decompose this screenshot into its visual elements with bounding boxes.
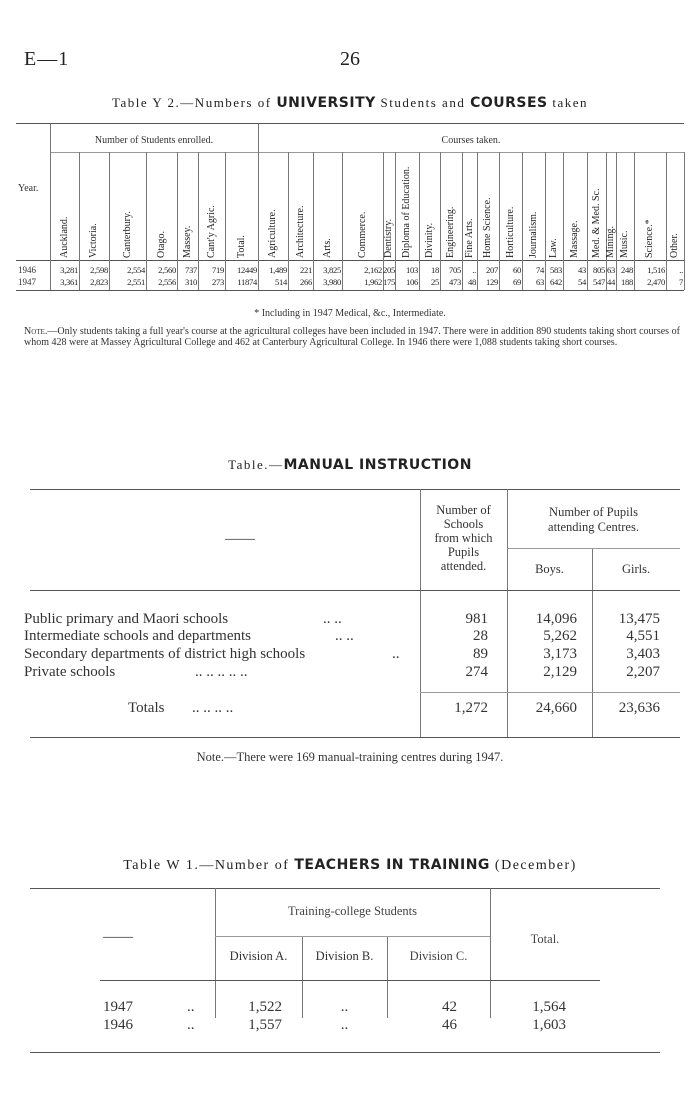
caption-prefix: Table Y 2.—Numbers of	[111, 95, 272, 110]
table-y2-cell: 129	[486, 277, 498, 287]
table-y2-cell: 2,560	[158, 265, 176, 275]
manual-row-boys: 2,129	[543, 664, 577, 680]
table-y2-cell: 2,162	[364, 265, 382, 275]
table-y2-cell: 44	[607, 277, 615, 287]
table-y2-cell: 547	[593, 277, 605, 287]
division-c-header: Division C.	[409, 949, 468, 963]
enrolled-group-header: Number of Students enrolled.	[94, 135, 214, 146]
table-y2-cell: 3,825	[323, 265, 341, 275]
w1-row-year: 1946	[103, 1017, 133, 1033]
manual-totals-boys: 24,660	[535, 700, 577, 716]
manual-row-girls: 4,551	[626, 628, 660, 644]
table-y2-column-header: Massage.	[569, 220, 580, 258]
caption-bold-university: UNIVERSITY	[276, 95, 376, 111]
schools-header-line: Pupils	[447, 545, 480, 559]
manual-row-schools: 28	[473, 628, 488, 644]
manual-row-leader: .. ..	[335, 628, 354, 644]
table-y2-cell: 7	[679, 277, 683, 287]
table-y2-column-header: Architecture.	[294, 205, 306, 258]
w1-row-division-a: 1,522	[248, 999, 282, 1015]
table-y2-cell: 473	[449, 277, 461, 287]
table-y2-cell: 705	[449, 265, 461, 275]
manual-totals-label: Totals	[128, 700, 165, 716]
table-y2-column-header: Agriculture.	[267, 209, 278, 258]
table-y2-column-header: Victoria.	[88, 223, 99, 258]
w1-row-total: 1,564	[532, 999, 566, 1015]
year-column-header: Year.	[18, 183, 39, 194]
table-y2-column-header: Total.	[235, 235, 247, 258]
table-y2-column-header: Music.	[619, 230, 630, 258]
manual-row-girls: 3,403	[626, 646, 660, 662]
manual-row-boys: 5,262	[543, 628, 577, 644]
manual-note: Note.—There were 169 manual-training centres during 1947.	[196, 750, 504, 764]
division-b-header: Division B.	[315, 949, 374, 963]
table-y2-cell: 514	[275, 277, 287, 287]
manual-totals-leader: .. .. .. ..	[192, 700, 234, 716]
table-y2-cell: 2,551	[127, 277, 145, 287]
table-y2-cell: 48	[468, 277, 476, 287]
manual-row-label: Secondary departments of district high schools	[24, 646, 306, 662]
table-y2-cell: ..	[472, 265, 476, 275]
manual-row-label: Intermediate schools and departments	[24, 628, 252, 644]
table-y2-cell: 106	[406, 277, 418, 287]
table-y2-column-header: Auckland.	[58, 216, 70, 258]
table-y2-column-header: Dentistry.	[383, 218, 394, 258]
table-y2-cell: 248	[621, 265, 633, 275]
caption-suffix: (December)	[494, 858, 577, 873]
caption-prefix: Table W 1.—Number of	[123, 858, 290, 873]
schools-column-header	[420, 503, 507, 573]
table-y2-cell: 11874	[237, 277, 257, 287]
table-y2-cell: 74	[536, 265, 544, 275]
table-y2-column-header: Science.*	[644, 219, 655, 258]
caption-bold-teachers: TEACHERS IN TRAINING	[294, 857, 490, 873]
note-label: Note.	[24, 326, 48, 337]
table-y2-cell: 737	[185, 265, 197, 275]
table-y2-column-header: Diploma of Education.	[401, 166, 412, 258]
w1-row-total: 1,603	[532, 1017, 566, 1033]
boys-column-header: Boys.	[535, 562, 564, 576]
table-y2-cell: 63	[607, 265, 615, 275]
table-y2-cell: 2,554	[127, 265, 145, 275]
table-y2-cell: 1,962	[364, 277, 382, 287]
w1-stub-dash: ——	[103, 929, 133, 945]
w1-row-division-b: ..	[340, 999, 349, 1015]
table-y2-column-header: Home Science.	[482, 197, 493, 258]
table-y2-cell: 2,823	[90, 277, 108, 287]
manual-row-leader: ..	[392, 646, 400, 662]
manual-row-label: Public primary and Maori schools	[24, 611, 229, 627]
table-y2-top-rule	[16, 123, 684, 124]
w1-row-division-c: 46	[442, 1017, 457, 1033]
table-y2-column-header: Arts.	[321, 238, 333, 258]
schools-header-line: attended.	[440, 559, 487, 573]
manual-totals-rule	[420, 692, 680, 693]
caption-mid: Students and	[380, 95, 466, 110]
pupils-group-header	[507, 505, 680, 535]
w1-group-rule	[215, 936, 490, 937]
table-y2-cell: 43	[578, 265, 586, 275]
table-y2-caption	[0, 95, 700, 111]
table-y2-cell: 103	[406, 265, 418, 275]
manual-row-boys: 3,173	[543, 646, 577, 662]
table-y2-cell: 12449	[237, 265, 257, 275]
schools-header-line: from which	[434, 531, 493, 545]
table-y2-column-header: Engineering.	[445, 206, 456, 258]
manual-stub-dash: ——	[225, 531, 255, 547]
manual-bottom-rule	[30, 737, 680, 738]
table-y2-column-header: Horticulture.	[504, 206, 516, 258]
table-y2-cell: 221	[300, 265, 312, 275]
manual-row-schools: 274	[465, 664, 488, 680]
manual-top-rule	[30, 489, 680, 490]
table-y2-cell: 3,281	[60, 265, 78, 275]
schools-header-line: Schools	[443, 517, 484, 531]
table-y2-note	[24, 326, 682, 348]
table-y2-column-header: Med. & Med. Sc.	[590, 188, 602, 258]
courses-group-header: Courses taken.	[441, 135, 501, 146]
manual-totals-schools: 1,272	[454, 700, 488, 716]
table-y2-cell: 60	[513, 265, 521, 275]
table-y2-column-header: Massey.	[181, 225, 193, 258]
table-y2-cell: 1,489	[269, 265, 287, 275]
manual-row-schools: 981	[465, 611, 488, 627]
page-reference: E—1	[24, 48, 70, 70]
caption-bold-manual: MANUAL INSTRUCTION	[283, 457, 472, 473]
table-y2-cell: 18	[431, 265, 439, 275]
table-y2-column-header: Journalism.	[527, 211, 539, 258]
table-y2-cell: 3,980	[323, 277, 341, 287]
table-y2-cell: 54	[578, 277, 586, 287]
manual-header-rule	[30, 590, 680, 591]
courses-group-rule	[258, 152, 684, 153]
table-y2-cell: 719	[212, 265, 224, 275]
table-y2-cell: 175	[383, 277, 395, 287]
note-text: —Only students taking a full year's course at the agricultural colleges have been included in 1947. There were in addition 890 students taking short courses of whom 428 were at Massey Agricultural College and 462 at Canterbury Agricultural College. In 1946 there were 1,088 students taking short courses.	[24, 326, 680, 348]
table-y2-cell: 310	[185, 277, 197, 287]
table-y2-bottom-rule	[16, 290, 684, 291]
table-y2-cell: 188	[621, 277, 633, 287]
manual-row-label: Private schools	[24, 664, 116, 680]
table-y2-cell: 273	[212, 277, 224, 287]
table-y2-row-year: 1947	[18, 277, 36, 287]
manual-row-leader: .. ..	[323, 611, 342, 627]
manual-row-leader: .. .. .. .. ..	[195, 664, 248, 680]
table-y2-column-header: Cant'y Agric.	[205, 205, 217, 258]
table-y2-cell: 266	[300, 277, 312, 287]
table-y2-cell: 583	[550, 265, 562, 275]
table-y2-column-rule	[684, 152, 685, 290]
table-w1-bottom-rule	[30, 1052, 660, 1053]
table-y2-column-header: Otago.	[155, 231, 167, 258]
table-w1-header-rule	[100, 980, 600, 981]
manual-pupils-group-rule	[507, 548, 680, 549]
table-y2-column-header: Commerce.	[356, 211, 368, 258]
manual-instruction-caption	[0, 457, 700, 473]
table-y2-column-header: Fine Arts.	[463, 218, 475, 258]
table-y2-cell: 207	[486, 265, 498, 275]
schools-header-line: Number of	[436, 503, 491, 517]
table-y2-cell: 1,516	[647, 265, 665, 275]
w1-row-leader: ..	[187, 999, 195, 1015]
table-y2-column-header: Law.	[548, 238, 559, 258]
table-y2-column-header: Canterbury.	[121, 211, 133, 258]
table-y2-cell: 63	[536, 277, 544, 287]
manual-row-girls: 13,475	[618, 611, 660, 627]
table-y2-column-header: Mining.	[605, 226, 616, 258]
w1-row-division-c: 42	[442, 999, 457, 1015]
caption-suffix: taken	[552, 95, 589, 110]
manual-row-boys: 14,096	[535, 611, 577, 627]
pupils-header-line: attending Centres.	[548, 520, 639, 534]
table-y2-cell: 69	[513, 277, 521, 287]
manual-totals-girls: 23,636	[618, 700, 660, 716]
table-y2-cell: 805	[593, 265, 605, 275]
table-y2-cell: 642	[550, 277, 562, 287]
girls-column-header: Girls.	[621, 562, 651, 576]
table-y2-footnote: * Including in 1947 Medical, &c., Intermediate.	[254, 308, 446, 319]
table-y2-cell: 3,361	[60, 277, 78, 287]
manual-row-girls: 2,207	[626, 664, 660, 680]
table-y2-row-year: 1946	[18, 265, 36, 275]
division-a-header: Division A.	[229, 949, 288, 963]
table-y2-cell: ..	[679, 265, 683, 275]
table-w1-caption	[0, 857, 700, 874]
caption-prefix: Table.—	[228, 457, 284, 472]
caption-bold-courses: COURSES	[470, 95, 548, 111]
w1-group-header: Training-college Students	[287, 904, 418, 918]
enrolled-group-rule	[50, 152, 258, 153]
w1-row-division-a: 1,557	[248, 1017, 282, 1033]
page-number: 26	[340, 48, 360, 70]
manual-row-schools: 89	[473, 646, 488, 662]
table-y2-cell: 205	[383, 265, 395, 275]
w1-row-division-b: ..	[340, 1017, 349, 1033]
w1-row-year: 1947	[103, 999, 133, 1015]
w1-total-header: Total.	[530, 932, 560, 946]
pupils-header-line: Number of Pupils	[549, 505, 638, 519]
table-y2-header-rule	[16, 260, 684, 261]
table-y2-column-header: Divinity.	[423, 222, 435, 258]
table-y2-cell: 2,598	[90, 265, 108, 275]
table-y2-cell: 25	[431, 277, 439, 287]
table-y2-column-header: Other.	[669, 233, 680, 258]
table-w1-top-rule	[30, 888, 660, 889]
table-y2-cell: 2,556	[158, 277, 176, 287]
table-y2-cell: 2,470	[647, 277, 665, 287]
w1-row-leader: ..	[187, 1017, 195, 1033]
